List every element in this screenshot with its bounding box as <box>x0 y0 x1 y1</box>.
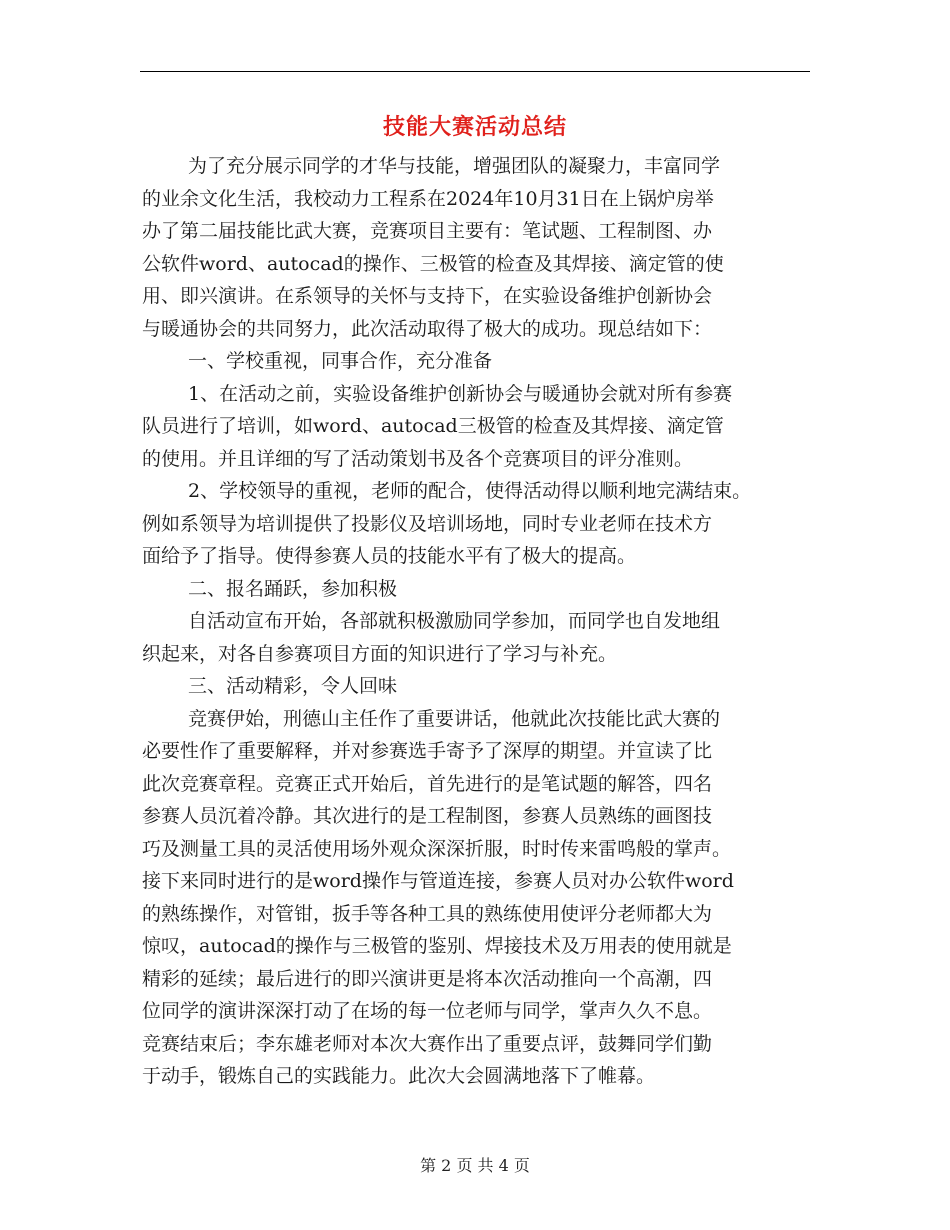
section-heading: 三、活动精彩，令人回味 <box>188 675 398 697</box>
paragraph-line: 队员进行了培训，如word、autocad三极管的检查及其焊接、滴定管 <box>142 415 724 437</box>
paragraph-line: 必要性作了重要解释，并对参赛选手寄予了深厚的期望。并宣读了比 <box>142 740 713 762</box>
paragraph-line: 办了第二届技能比武大赛，竞赛项目主要有：笔试题、工程制图、办 <box>142 220 713 242</box>
paragraph-line: 参赛人员沉着冷静。其次进行的是工程制图，参赛人员熟练的画图技 <box>142 805 713 827</box>
paragraph-line: 2、学校领导的重视，老师的配合，使得活动得以顺利地完满结束。 <box>188 480 752 502</box>
paragraph-line: 与暖通协会的共同努力，此次活动取得了极大的成功。现总结如下： <box>142 317 713 340</box>
paragraph-line: 精彩的延续；最后进行的即兴演讲更是将本次活动推向一个高潮，四 <box>142 967 713 990</box>
paragraph-line: 于动手，锻炼自己的实践能力。此次大会圆满地落下了帷幕。 <box>142 1065 656 1087</box>
paragraph-line: 公软件word、autocad的操作、三极管的检查及其焊接、滴定管的使 <box>142 252 724 275</box>
paragraph-line: 巧及测量工具的灵活使用场外观众深深折服，时时传来雷鸣般的掌声。 <box>142 837 732 860</box>
paragraph-line: 织起来，对各自参赛项目方面的知识进行了学习与补充。 <box>142 642 618 665</box>
paragraph-line: 用、即兴演讲。在系领导的关怀与支持下，在实验设备维护创新协会 <box>142 285 713 307</box>
paragraph-line: 的熟练操作，对管钳，扳手等各种工具的熟练使用使评分老师都大为 <box>142 902 713 925</box>
paragraph-line: 自活动宣布开始，各部就积极激励同学参加，而同学也自发地组 <box>188 610 721 632</box>
paragraph-line: 的业余文化生活，我校动力工程系在2024年10月31日在上锅炉房举 <box>142 187 714 210</box>
paragraph-line: 的使用。并且详细的写了活动策划书及各个竞赛项目的评分准则。 <box>142 447 694 470</box>
section-heading: 二、报名踊跃，参加积极 <box>188 577 398 600</box>
paragraph-line: 1、在活动之前，实验设备维护创新协会与暖通协会就对所有参赛 <box>188 382 733 405</box>
page-number-footer: 第 2 页 共 4 页 <box>420 1156 530 1175</box>
paragraph-line: 竞赛结束后；李东雄老师对本次大赛作出了重要点评，鼓舞同学们勤 <box>142 1032 713 1055</box>
paragraph-line: 位同学的演讲深深打动了在场的每一位老师与同学，掌声久久不息。 <box>142 1000 713 1022</box>
paragraph-line: 接下来同时进行的是word操作与管道连接，参赛人员对办公软件word <box>142 870 734 892</box>
paragraph-line: 竞赛伊始，刑德山主任作了重要讲话，他就此次技能比武大赛的 <box>188 707 721 730</box>
document-title: 技能大赛活动总结 <box>382 114 567 140</box>
section-heading: 一、学校重视，同事合作，充分准备 <box>188 350 493 372</box>
paragraph-line: 此次竞赛章程。竞赛正式开始后，首先进行的是笔试题的解答，四名 <box>142 772 713 795</box>
paragraph-line: 惊叹，autocad的操作与三极管的鉴别、焊接技术及万用表的使用就是 <box>142 935 732 957</box>
header-rule <box>140 71 810 72</box>
paragraph-line: 例如系领导为培训提供了投影仪及培训场地，同时专业老师在技术方 <box>142 512 713 535</box>
paragraph-line: 面给予了指导。使得参赛人员的技能水平有了极大的提高。 <box>142 545 637 567</box>
paragraph-line: 为了充分展示同学的才华与技能，增强团队的凝聚力，丰富同学 <box>188 155 721 177</box>
